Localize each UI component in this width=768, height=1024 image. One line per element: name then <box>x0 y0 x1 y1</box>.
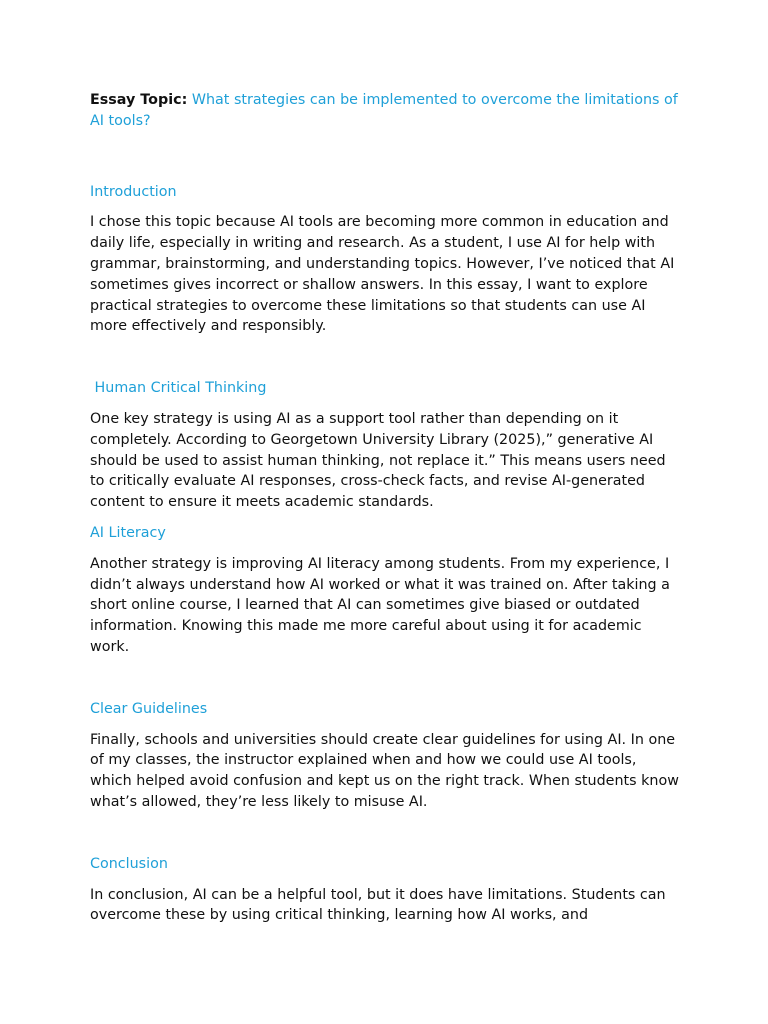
heading-clear-guidelines: Clear Guidelines <box>90 700 208 717</box>
essay-topic <box>90 90 682 132</box>
heading-human-critical-thinking: Human Critical Thinking <box>90 380 267 397</box>
heading-ai-literacy: AI Literacy <box>90 524 166 541</box>
paragraph-human-critical-thinking: One key strategy is using AI as a support tool rather than depending on it completely. According to Georgetown University Library (2025),” generative AI should be used to assist human thinking, not replace it.” This means users need to critically evaluate AI responses, cross-check facts, and revise AI-generated content to ensure it meets academic standards. <box>90 410 666 511</box>
essay-topic-text: What strategies can be implemented to overcome the limitations of AI tools? <box>90 92 678 129</box>
heading-introduction: Introduction <box>90 183 177 200</box>
paragraph-introduction: I chose this topic because AI tools are becoming more common in education and daily life, especially in writing and research. As a student, I use AI for help with grammar, brainstorming, and understanding topics. However, I’ve noticed that AI sometimes gives incorrect or shallow answers. In this essay, I want to explore practical strategies to overcome these limitations so that students can use AI more effectively and responsibly. <box>90 214 675 335</box>
paragraph-ai-literacy: Another strategy is improving AI literacy among students. From my experience, I didn’t always understand how AI worked or what it was trained on. After taking a short online course, I learned that AI can sometimes give biased or outdated information. Knowing this made me more careful about using it for academic work. <box>90 555 670 655</box>
paragraph-conclusion: In conclusion, AI can be a helpful tool, but it does have limitations. Students can overcome these by using critical thinking, learning how AI works, and <box>90 886 666 924</box>
document-body <box>90 90 682 926</box>
paragraph-clear-guidelines: Finally, schools and universities should create clear guidelines for using AI. In one of my classes, the instructor explained when and how we could use AI tools, which helped avoid confusion and kept us on the right track. When students know what’s allowed, they’re less likely to misuse AI. <box>90 731 679 810</box>
essay-topic-label: Essay Topic: <box>90 92 188 108</box>
heading-conclusion: Conclusion <box>90 855 168 872</box>
